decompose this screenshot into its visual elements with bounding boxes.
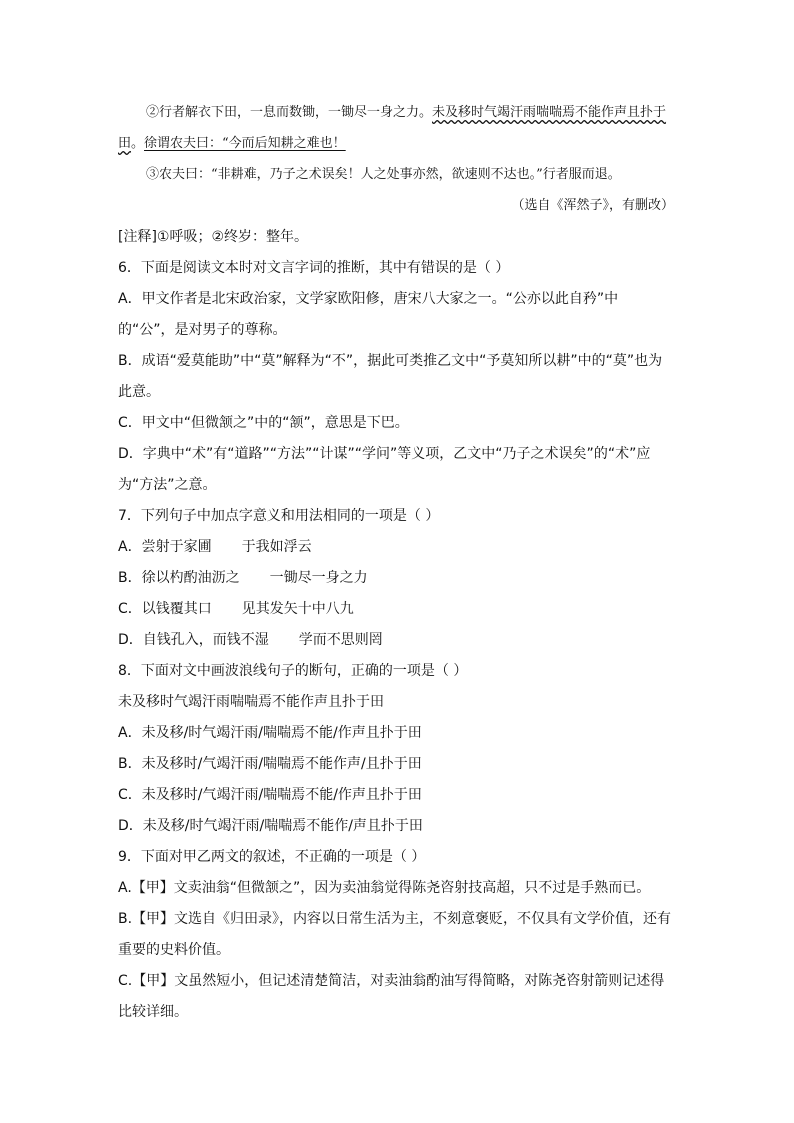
question-9-option-b: B.【甲】文选自《归田录》，内容以日常生活为主，不刻意褒贬，不仅具有文学价值，还有重要的史料价值。 bbox=[118, 911, 672, 958]
question-7-stem: 7．下列句子中加点字意义和用法相同的一项是（ ） bbox=[118, 508, 440, 524]
question-6-option-a: A．甲文作者是北宋政治家，文学家欧阳修，唐宋八大家之一。“公亦以此自矜”中的“公”，是对男子的尊称。 bbox=[118, 291, 619, 338]
passage-source: （选自《浑然子》，有删改） bbox=[511, 198, 674, 213]
question-8-option-b: B．未及移时/气竭汗雨/喘喘焉不能作声/且扑于田 bbox=[118, 756, 422, 772]
question-6-option-c: C．甲文中“但微颔之”中的“颔”，意思是下巴。 bbox=[118, 415, 409, 431]
question-8-stem: 8．下面对文中画波浪线句子的断句，正确的一项是（ ） bbox=[118, 663, 468, 679]
passage-text: 。 bbox=[131, 136, 145, 151]
passage-paragraph-3: ③农夫曰：“非耕难，乃子之术误矣！人之处事亦然，欲速则不达也。”行者服而退。 bbox=[146, 167, 621, 182]
option-part: A．尝射于家圃 bbox=[118, 539, 212, 555]
option-part: 于我如浮云 bbox=[241, 539, 312, 555]
passage-paragraph-2 bbox=[118, 97, 674, 159]
question-7-option-b bbox=[118, 563, 674, 594]
question-8-option-d: D．未及移/时气竭汗雨/喘喘焉不能作/声且扑于田 bbox=[118, 818, 423, 834]
underlined-sentence: 徐谓农夫曰：“今而后知耕之难也！ bbox=[144, 136, 346, 151]
question-8-option-a: A．未及移/时气竭汗雨/喘喘焉不能/作声且扑于田 bbox=[118, 725, 422, 741]
question-8-option-c: C．未及移时/气竭汗雨/喘喘焉不能/作声且扑于田 bbox=[118, 787, 422, 803]
option-part: C．以钱覆其口 bbox=[118, 601, 212, 617]
question-6-option-b: B．成语“爱莫能助”中“莫”解释为“不”，据此可类推乙文中“予莫知所以耕”中的“莫”也为此意。 bbox=[118, 353, 663, 400]
question-9-stem: 9．下面对甲乙两文的叙述，不正确的一项是（ ） bbox=[118, 849, 426, 865]
option-part: B．徐以杓酌油沥之 bbox=[118, 570, 240, 586]
question-8-sentence: 未及移时气竭汗雨喘喘焉不能作声且扑于田 bbox=[118, 694, 384, 710]
question-7-option-c bbox=[118, 594, 674, 625]
question-9-option-a: A.【甲】文卖油翁“但微颔之”，因为卖油翁觉得陈尧咨射技高超，只不过是手熟而已。 bbox=[118, 880, 651, 896]
question-7-option-d bbox=[118, 625, 674, 656]
question-7-option-a bbox=[118, 532, 674, 563]
question-6-option-d: D．字典中“术”有“道路”“方法”“计谋”“学问”等义项，乙文中“乃子之术误矣”的“术”应为“方法”之意。 bbox=[118, 446, 651, 493]
wavy-underlined-sentence: 未及移时气竭汗雨喘喘焉不能作声且扑于田 bbox=[118, 105, 667, 151]
option-part: 一锄尽一身之力 bbox=[269, 570, 368, 586]
passage-text: ②行者解衣下田，一息而数锄，一锄尽一身之力。 bbox=[146, 105, 433, 120]
notes: [注释]①呼吸；②终岁：整年。 bbox=[118, 229, 309, 245]
question-6-stem: 6．下面是阅读文本时对文言字词的推断，其中有错误的是（ ） bbox=[118, 260, 510, 276]
option-part: 学而不思则罔 bbox=[298, 632, 383, 648]
option-part: 见其发矢十中八九 bbox=[241, 601, 354, 617]
question-9-option-c: C.【甲】文虽然短小，但记述清楚简洁，对卖油翁酌油写得简略，对陈尧咨射箭则记述得比较详细。 bbox=[118, 973, 665, 1020]
option-part: D．自钱孔入，而钱不湿 bbox=[118, 632, 269, 648]
